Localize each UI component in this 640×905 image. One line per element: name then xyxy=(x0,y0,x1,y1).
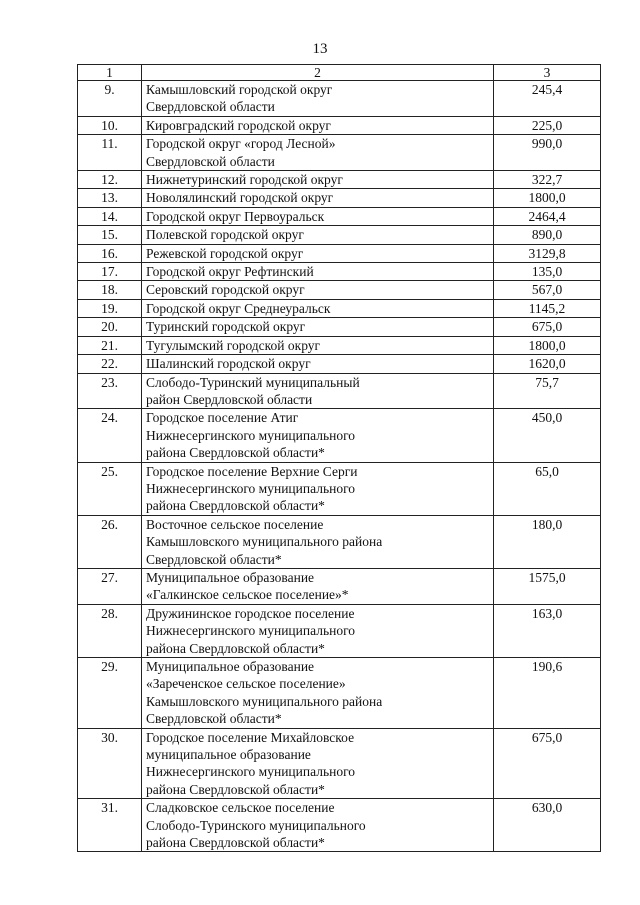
municipality-name-line: района Свердловской области* xyxy=(146,781,325,797)
table-row xyxy=(78,515,601,568)
municipality-name xyxy=(142,568,494,604)
municipality-name-line: Камышловского муниципального района xyxy=(146,693,383,709)
amount-value: 3129,8 xyxy=(494,244,601,262)
municipality-name-line: района Свердловской области* xyxy=(146,835,325,851)
municipality-name-line: Городской округ Рефтинский xyxy=(146,264,314,280)
municipality-name xyxy=(142,81,494,117)
row-number: 14. xyxy=(78,207,142,225)
municipality-name-line: муниципальное образование xyxy=(146,747,311,763)
municipality-name-line: Слободо-Туринский муниципальный xyxy=(146,374,360,390)
table-row xyxy=(78,189,601,207)
municipality-name-line: Дружининское городское поселение xyxy=(146,605,355,621)
amount-value: 675,0 xyxy=(494,728,601,799)
column-header-1: 1 xyxy=(78,65,142,81)
municipality-name xyxy=(142,171,494,189)
municipality-name xyxy=(142,226,494,244)
amount-value: 135,0 xyxy=(494,263,601,281)
municipality-name-line: Слободо-Туринского муниципального xyxy=(146,817,366,833)
row-number: 26. xyxy=(78,515,142,568)
row-number: 17. xyxy=(78,263,142,281)
table-row xyxy=(78,281,601,299)
table-row xyxy=(78,226,601,244)
allocation-table xyxy=(77,64,601,852)
table-row xyxy=(78,336,601,354)
table-row xyxy=(78,135,601,171)
amount-value: 890,0 xyxy=(494,226,601,244)
municipality-name xyxy=(142,515,494,568)
row-number: 25. xyxy=(78,462,142,515)
amount-value: 245,4 xyxy=(494,81,601,117)
municipality-name-line: Городское поселение Михайловское xyxy=(146,729,355,745)
column-header-3: 3 xyxy=(494,65,601,81)
table-body xyxy=(78,81,601,852)
municipality-name xyxy=(142,355,494,373)
table-row xyxy=(78,299,601,317)
municipality-name-line: Свердловской области* xyxy=(146,551,282,567)
municipality-name-line: Нижнетуринский городской округ xyxy=(146,172,343,188)
municipality-name-line: район Свердловской области xyxy=(146,391,313,407)
municipality-name-line: района Свердловской области* xyxy=(146,498,325,514)
table-row xyxy=(78,263,601,281)
amount-value: 190,6 xyxy=(494,658,601,729)
amount-value: 630,0 xyxy=(494,799,601,852)
table-row xyxy=(78,658,601,729)
row-number: 20. xyxy=(78,318,142,336)
municipality-name-line: Сладковское сельское поселение xyxy=(146,800,335,816)
municipality-name-line: Режевской городской округ xyxy=(146,245,304,261)
municipality-name-line: района Свердловской области* xyxy=(146,640,325,656)
column-number-row xyxy=(78,65,601,81)
municipality-name-line: Городской округ «город Лесной» xyxy=(146,136,336,152)
row-number: 29. xyxy=(78,658,142,729)
row-number: 31. xyxy=(78,799,142,852)
table-row xyxy=(78,409,601,462)
amount-value: 1575,0 xyxy=(494,568,601,604)
municipality-name-line: Шалинский городской округ xyxy=(146,356,311,372)
amount-value: 322,7 xyxy=(494,171,601,189)
row-number: 13. xyxy=(78,189,142,207)
table-row xyxy=(78,207,601,225)
amount-value: 450,0 xyxy=(494,409,601,462)
municipality-name xyxy=(142,799,494,852)
municipality-name-line: Городской округ Первоуральск xyxy=(146,208,325,224)
row-number: 10. xyxy=(78,116,142,134)
row-number: 16. xyxy=(78,244,142,262)
table-row xyxy=(78,604,601,657)
amount-value: 1800,0 xyxy=(494,336,601,354)
page-number: 13 xyxy=(312,41,328,57)
row-number: 19. xyxy=(78,299,142,317)
table-row xyxy=(78,799,601,852)
municipality-name-line: Туринский городской округ xyxy=(146,319,306,335)
municipality-name xyxy=(142,728,494,799)
table-row xyxy=(78,373,601,409)
municipality-name xyxy=(142,318,494,336)
municipality-name-line: Камышловского муниципального района xyxy=(146,534,383,550)
municipality-name-line: «Галкинское сельское поселение»* xyxy=(146,587,349,603)
row-number: 11. xyxy=(78,135,142,171)
municipality-name-line: Муниципальное образование xyxy=(146,569,315,585)
row-number: 21. xyxy=(78,336,142,354)
table-row xyxy=(78,116,601,134)
row-number: 24. xyxy=(78,409,142,462)
municipality-name xyxy=(142,604,494,657)
table-row xyxy=(78,568,601,604)
amount-value: 990,0 xyxy=(494,135,601,171)
table-row xyxy=(78,318,601,336)
municipality-name xyxy=(142,299,494,317)
municipality-name xyxy=(142,207,494,225)
municipality-name-line: Нижнесергинского муниципального xyxy=(146,480,356,496)
amount-value: 1800,0 xyxy=(494,189,601,207)
municipality-name-line: Нижнесергинского муниципального xyxy=(146,427,356,443)
municipality-name-line: Городское поселение Атиг xyxy=(146,410,299,426)
row-number: 9. xyxy=(78,81,142,117)
municipality-name-line: Городской округ Среднеуральск xyxy=(146,300,331,316)
row-number: 15. xyxy=(78,226,142,244)
table-row xyxy=(78,244,601,262)
municipality-name-line: Свердловской области* xyxy=(146,711,282,727)
municipality-name-line: Нижнесергинского муниципального xyxy=(146,623,356,639)
row-number: 12. xyxy=(78,171,142,189)
municipality-name-line: Восточное сельское поселение xyxy=(146,516,324,532)
amount-value: 2464,4 xyxy=(494,207,601,225)
amount-value: 1145,2 xyxy=(494,299,601,317)
amount-value: 65,0 xyxy=(494,462,601,515)
municipality-name xyxy=(142,409,494,462)
amount-value: 75,7 xyxy=(494,373,601,409)
municipality-name xyxy=(142,336,494,354)
municipality-name-line: Городское поселение Верхние Серги xyxy=(146,463,358,479)
table-row xyxy=(78,728,601,799)
row-number: 27. xyxy=(78,568,142,604)
table-row xyxy=(78,355,601,373)
row-number: 22. xyxy=(78,355,142,373)
amount-value: 180,0 xyxy=(494,515,601,568)
row-number: 18. xyxy=(78,281,142,299)
amount-value: 675,0 xyxy=(494,318,601,336)
table-row xyxy=(78,462,601,515)
table-row xyxy=(78,81,601,117)
row-number: 28. xyxy=(78,604,142,657)
municipality-name xyxy=(142,116,494,134)
municipality-name-line: Муниципальное образование xyxy=(146,659,315,674)
municipality-name-line: Серовский городской округ xyxy=(146,282,305,298)
amount-value: 567,0 xyxy=(494,281,601,299)
municipality-name xyxy=(142,462,494,515)
municipality-name-line: Кировградский городской округ xyxy=(146,117,331,133)
municipality-name xyxy=(142,658,494,729)
row-number: 23. xyxy=(78,373,142,409)
municipality-name xyxy=(142,135,494,171)
municipality-name-line: Новолялинский городской округ xyxy=(146,190,334,206)
municipality-name xyxy=(142,244,494,262)
municipality-name xyxy=(142,281,494,299)
amount-value: 225,0 xyxy=(494,116,601,134)
amount-value: 1620,0 xyxy=(494,355,601,373)
municipality-name xyxy=(142,189,494,207)
municipality-name-line: Камышловский городской округ xyxy=(146,82,333,97)
municipality-name xyxy=(142,263,494,281)
amount-value: 163,0 xyxy=(494,604,601,657)
municipality-name-line: Свердловской области xyxy=(146,153,275,169)
municipality-name-line: Свердловской области xyxy=(146,99,275,115)
municipality-name xyxy=(142,373,494,409)
municipality-name-line: района Свердловской области* xyxy=(146,445,325,461)
table-row xyxy=(78,171,601,189)
municipality-name-line: Нижнесергинского муниципального xyxy=(146,764,356,780)
row-number: 30. xyxy=(78,728,142,799)
municipality-name-line: Полевской городской округ xyxy=(146,227,304,243)
municipality-name-line: «Зареченское сельское поселение» xyxy=(146,676,346,692)
municipality-name-line: Тугулымский городской округ xyxy=(146,337,321,353)
column-header-2: 2 xyxy=(142,65,494,81)
